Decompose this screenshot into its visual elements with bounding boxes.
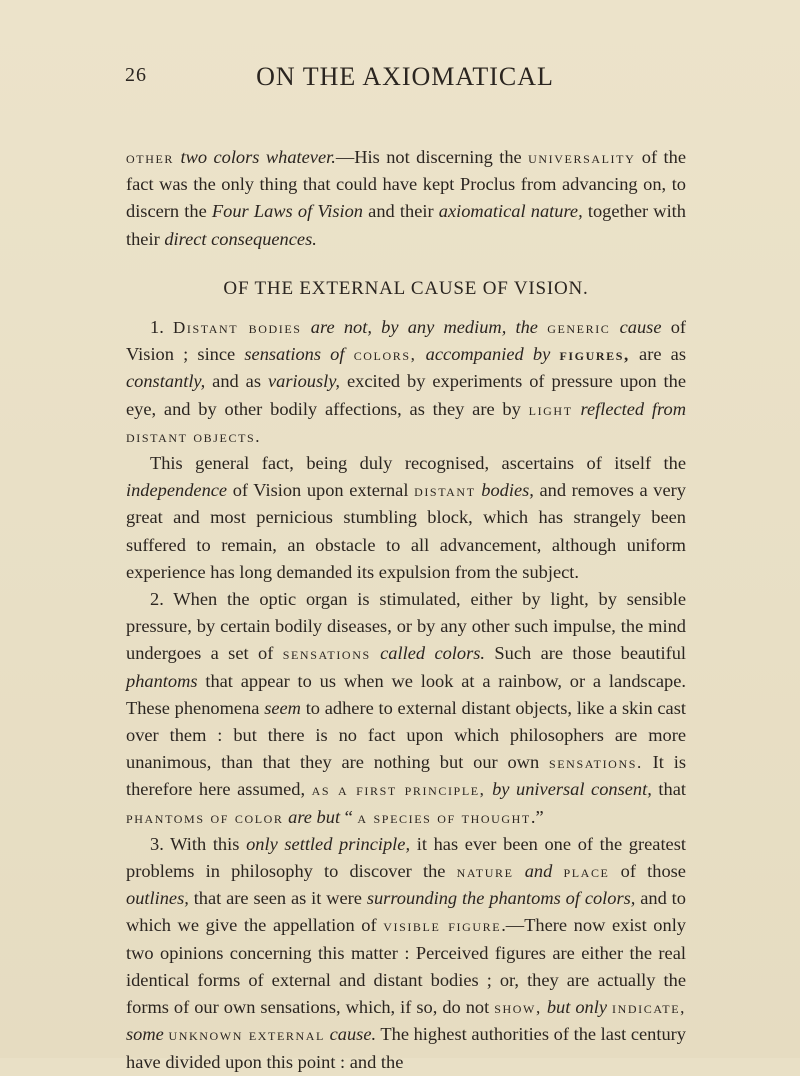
text-span: place bbox=[563, 862, 610, 882]
paragraph-2 bbox=[126, 450, 686, 586]
text-span: that appear to us when we look at a rainbow, or a landscape. These phenomena bbox=[126, 670, 686, 718]
text-span: distant objects. bbox=[126, 426, 262, 446]
text-span: and bbox=[524, 861, 553, 882]
text-span: variously, bbox=[267, 371, 340, 392]
text-span: bodies, bbox=[481, 480, 534, 501]
text-span: It is therefore here assumed, bbox=[126, 752, 686, 800]
paragraph-3 bbox=[126, 586, 686, 831]
paragraph-continuation bbox=[126, 144, 686, 253]
text-span: figures, bbox=[559, 345, 630, 365]
text-span: by universal consent, bbox=[492, 779, 652, 800]
text-span: together with their bbox=[126, 201, 686, 249]
text-span: axiomatical nature, bbox=[438, 201, 583, 222]
text-span: are as bbox=[629, 344, 686, 365]
text-span: sensations. bbox=[548, 753, 643, 773]
text-span: are not, bbox=[310, 317, 372, 338]
text-span bbox=[372, 317, 381, 337]
text-span: visible figure bbox=[383, 916, 502, 936]
text-span: and their bbox=[363, 201, 439, 222]
text-span: and to which we give the appellation of bbox=[126, 888, 686, 936]
text-span: by any medium, the bbox=[381, 317, 538, 338]
text-span: of Vision ; since bbox=[126, 317, 687, 365]
text-span: colors, bbox=[353, 345, 417, 365]
page-number: 26 bbox=[125, 64, 147, 86]
text-span: Distant bodies bbox=[173, 318, 302, 338]
text-span: unknown external bbox=[168, 1025, 325, 1045]
text-span: of the fact was the only thing that could have kept Proclus from advancing on, to discern the bbox=[126, 147, 687, 222]
text-span bbox=[416, 344, 425, 364]
text-span bbox=[514, 861, 525, 881]
text-span: as a first principle, bbox=[311, 780, 486, 800]
text-span: 3. With this bbox=[150, 833, 247, 854]
text-span: distant bbox=[414, 481, 476, 501]
text-span: but only bbox=[546, 997, 608, 1018]
text-span: independence bbox=[126, 480, 228, 501]
text-span: surrounding the phantoms of colors, bbox=[366, 888, 636, 909]
text-span: phantoms of color bbox=[126, 807, 284, 827]
text-span: Such are those beautiful bbox=[485, 643, 686, 664]
page-body bbox=[126, 144, 686, 1076]
text-span: reflected from bbox=[580, 398, 686, 419]
text-span bbox=[345, 344, 354, 364]
paragraph-4 bbox=[126, 831, 686, 1076]
text-span: outlines, bbox=[126, 888, 189, 909]
text-span: and as bbox=[205, 371, 268, 392]
text-span: —His not discerning the bbox=[335, 147, 529, 167]
paragraph-1 bbox=[126, 314, 686, 450]
text-span: some bbox=[126, 1024, 164, 1045]
text-span: cause bbox=[619, 317, 662, 338]
text-span: of those bbox=[609, 861, 686, 882]
text-span: universality bbox=[528, 148, 636, 167]
text-span: only settled principle, bbox=[246, 833, 411, 854]
text-span: The highest authorities of the last century have divided upon this point : and the bbox=[126, 1024, 686, 1072]
text-span: generic bbox=[547, 318, 611, 338]
text-span: cause. bbox=[329, 1024, 377, 1045]
text-span: accompanied by bbox=[425, 344, 551, 365]
text-span: of Vision upon external bbox=[227, 480, 415, 501]
text-span: it has ever been one of the greatest problems in philosophy to discover the bbox=[126, 833, 686, 882]
text-span: This general fact, being duly recognised, ascertains of itself the bbox=[150, 453, 686, 474]
text-span bbox=[610, 317, 619, 337]
section-heading: OF THE EXTERNAL CAUSE OF VISION. bbox=[223, 277, 589, 299]
text-span: nature bbox=[456, 862, 514, 882]
text-span: direct consequences. bbox=[164, 228, 317, 249]
text-span: to adhere to external distant objects, like a skin cast over them : but there is no fact upon which philosophers are more unanimous, than that they are nothing but our own bbox=[126, 697, 686, 773]
page-header bbox=[125, 62, 685, 102]
text-span: 2. When the optic organ is stimulated, either by light, by sensible pressure, by certain bodily diseases, or by any other such impulse, the mind undergoes a set of bbox=[126, 589, 686, 664]
text-span: a species of thought bbox=[357, 807, 531, 827]
text-span: “ bbox=[340, 806, 358, 827]
text-span: are but bbox=[288, 806, 341, 827]
text-span bbox=[552, 861, 563, 881]
text-span: called colors. bbox=[380, 643, 486, 664]
text-span: constantly, bbox=[126, 371, 206, 392]
text-span bbox=[538, 317, 547, 337]
text-span: excited by experiments of pressure upon the eye, and by other bodily affections, as they are by bbox=[126, 371, 686, 419]
running-title: ON THE AXIOMATICAL bbox=[256, 62, 554, 91]
text-span: sensations of bbox=[244, 344, 345, 365]
text-span: show, bbox=[494, 998, 542, 1018]
text-span: sensations bbox=[282, 644, 371, 664]
text-span: seem bbox=[264, 697, 301, 718]
text-span: .—There now exist only two opinions concerning this matter : Perceived figures are either the real identical forms of external and distant bodies ; or, they are actually the forms of our own sensations, which, if so, do not bbox=[126, 915, 686, 1018]
text-span: phantoms bbox=[126, 670, 198, 691]
text-span bbox=[302, 317, 311, 337]
text-span: other bbox=[126, 148, 174, 167]
text-span bbox=[371, 643, 380, 663]
text-span: that bbox=[651, 779, 686, 800]
text-span: 1. bbox=[150, 317, 173, 338]
text-span: two colors whatever. bbox=[180, 147, 336, 167]
text-span: that are seen as it were bbox=[188, 888, 367, 909]
text-span: light bbox=[528, 399, 573, 419]
text-span: .” bbox=[530, 806, 544, 827]
text-span: indicate, bbox=[612, 998, 687, 1018]
text-span: and removes a very great and most pernicious stumbling block, which has strangely been suffered to remain, an obstacle to all advancement, although uniform experience has long demanded its expulsion from the subject. bbox=[126, 480, 686, 582]
text-span: Four Laws of Vision bbox=[211, 201, 363, 222]
